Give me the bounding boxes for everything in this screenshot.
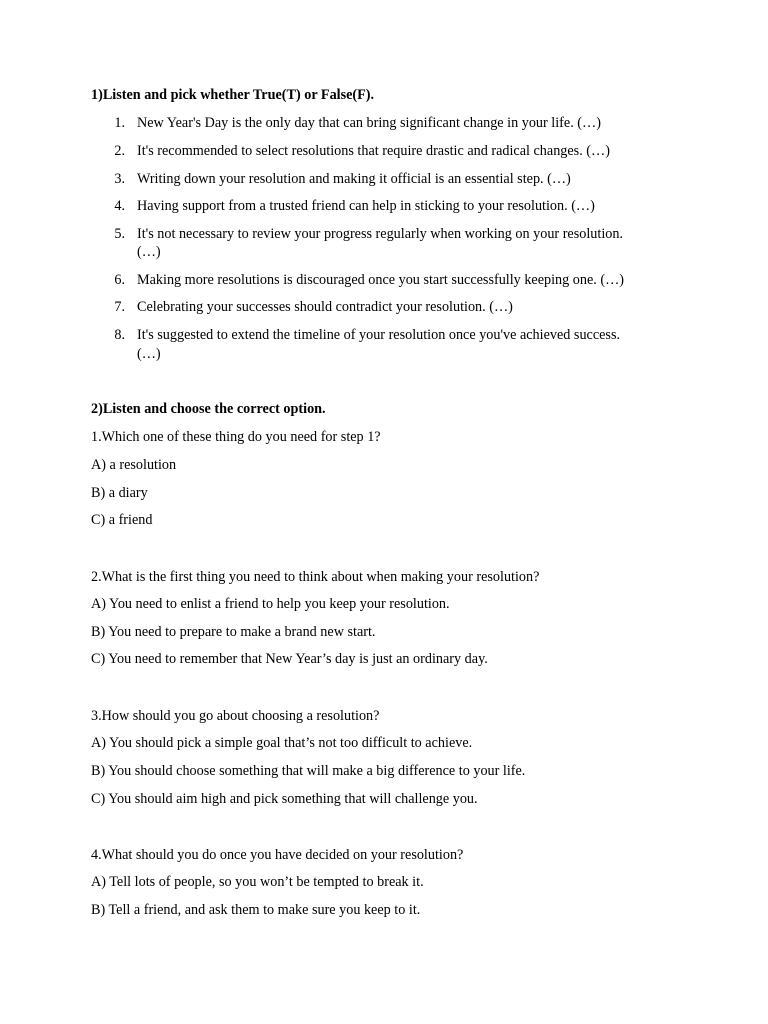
tf-item-number: 4.	[114, 198, 125, 214]
tf-item-text: Making more resolutions is discouraged once you start successfully keeping one. (…)	[137, 272, 624, 288]
option-a: A) a resolution	[91, 457, 177, 473]
option-b: B) a diary	[91, 485, 148, 501]
question-text: 1.Which one of these thing do you need for step 1?	[91, 429, 381, 445]
tf-item-number: 2.	[114, 143, 125, 159]
tf-item-text: New Year's Day is the only day that can bring significant change in your life. (…)	[137, 115, 601, 131]
section1-heading: 1)Listen and pick whether True(T) or False(F).	[91, 87, 375, 103]
option-a: A) You need to enlist a friend to help you keep your resolution.	[91, 596, 450, 612]
question-text: 3.How should you go about choosing a resolution?	[91, 708, 380, 724]
tf-item-text-continued: (…)	[137, 244, 161, 260]
tf-item-text: It's recommended to select resolutions that require drastic and radical changes. (…)	[137, 143, 610, 159]
tf-item-number: 1.	[114, 115, 125, 131]
tf-item-number: 3.	[114, 171, 125, 187]
section2-heading: 2)Listen and choose the correct option.	[91, 401, 326, 417]
option-b: B) You should choose something that will make a big difference to your life.	[91, 763, 526, 779]
option-b: B) You need to prepare to make a brand new start.	[91, 624, 376, 640]
question-text: 2.What is the first thing you need to think about when making your resolution?	[91, 569, 540, 585]
tf-item-number: 7.	[114, 299, 125, 315]
option-c: C) You should aim high and pick something that will challenge you.	[91, 791, 478, 807]
tf-item-number: 6.	[114, 272, 125, 288]
tf-item-text: It's suggested to extend the timeline of your resolution once you've achieved success.	[137, 327, 621, 343]
tf-item-text: Having support from a trusted friend can help in sticking to your resolution. (…)	[137, 198, 595, 214]
tf-item-text: It's not necessary to review your progress regularly when working on your resolution.	[137, 226, 623, 242]
tf-item-number: 8.	[114, 327, 125, 343]
tf-item-text-continued: (…)	[137, 346, 161, 362]
option-a: A) You should pick a simple goal that’s not too difficult to achieve.	[91, 735, 473, 751]
option-b: B) Tell a friend, and ask them to make sure you keep to it.	[91, 902, 421, 918]
option-c: C) You need to remember that New Year’s day is just an ordinary day.	[91, 651, 488, 667]
question-text: 4.What should you do once you have decided on your resolution?	[91, 847, 464, 863]
tf-item-text: Celebrating your successes should contradict your resolution. (…)	[137, 299, 513, 315]
tf-item-number: 5.	[114, 226, 125, 242]
option-a: A) Tell lots of people, so you won’t be tempted to break it.	[91, 874, 424, 890]
option-c: C) a friend	[91, 512, 153, 528]
tf-item-text: Writing down your resolution and making it official is an essential step. (…)	[137, 171, 571, 187]
